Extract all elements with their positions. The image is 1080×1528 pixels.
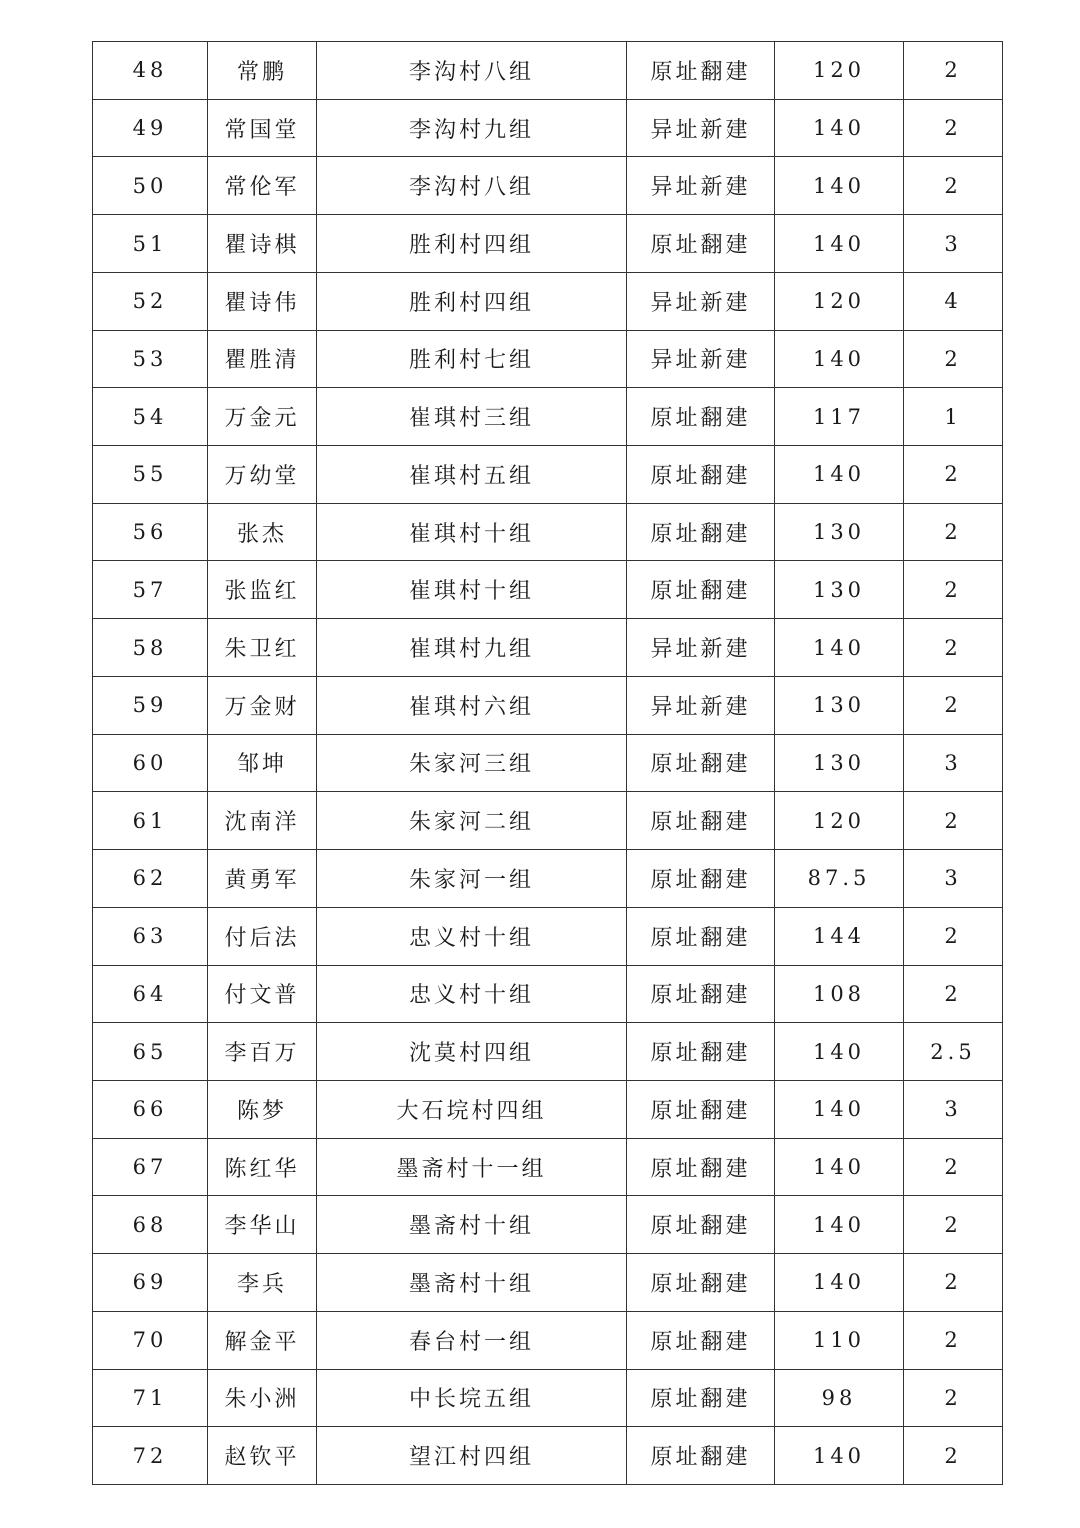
village-group-cell: 崔琪村三组 [317, 388, 627, 446]
table-row [93, 446, 1003, 504]
village-group-cell: 崔琪村九组 [317, 619, 627, 677]
table-row [93, 1138, 1003, 1196]
name-cell: 解金平 [208, 1311, 317, 1369]
name-cell: 万金财 [208, 676, 317, 734]
village-group-cell: 李沟村九组 [317, 99, 627, 157]
name-cell: 付后法 [208, 907, 317, 965]
people-count-cell: 2 [904, 1196, 1003, 1254]
table-row [93, 157, 1003, 215]
name-cell: 李华山 [208, 1196, 317, 1254]
name-cell: 李兵 [208, 1254, 317, 1312]
build-type-cell: 原址翻建 [627, 1369, 775, 1427]
area-cell: 108 [775, 965, 904, 1023]
build-type-cell: 原址翻建 [627, 1311, 775, 1369]
build-type-cell: 原址翻建 [627, 792, 775, 850]
build-type-cell: 原址翻建 [627, 734, 775, 792]
people-count-cell: 1 [904, 388, 1003, 446]
table-row [93, 42, 1003, 100]
area-cell: 130 [775, 676, 904, 734]
village-group-cell: 墨斋村十组 [317, 1254, 627, 1312]
name-cell: 常伦军 [208, 157, 317, 215]
table-row [93, 1080, 1003, 1138]
build-type-cell: 原址翻建 [627, 1254, 775, 1312]
area-cell: 140 [775, 1254, 904, 1312]
people-count-cell: 2 [904, 42, 1003, 100]
area-cell: 140 [775, 99, 904, 157]
people-count-cell: 2.5 [904, 1023, 1003, 1081]
table-row [93, 850, 1003, 908]
area-cell: 140 [775, 619, 904, 677]
area-cell: 140 [775, 1138, 904, 1196]
row-number-cell: 71 [93, 1369, 208, 1427]
people-count-cell: 2 [904, 1254, 1003, 1312]
build-type-cell: 原址翻建 [627, 503, 775, 561]
area-cell: 130 [775, 561, 904, 619]
people-count-cell: 3 [904, 1080, 1003, 1138]
village-group-cell: 朱家河二组 [317, 792, 627, 850]
build-type-cell: 异址新建 [627, 330, 775, 388]
area-cell: 110 [775, 1311, 904, 1369]
name-cell: 张监红 [208, 561, 317, 619]
household-table [92, 41, 1003, 1485]
build-type-cell: 原址翻建 [627, 1427, 775, 1485]
area-cell: 140 [775, 1196, 904, 1254]
village-group-cell: 忠义村十组 [317, 965, 627, 1023]
table-row [93, 503, 1003, 561]
name-cell: 万幼堂 [208, 446, 317, 504]
village-group-cell: 春台村一组 [317, 1311, 627, 1369]
people-count-cell: 2 [904, 965, 1003, 1023]
build-type-cell: 异址新建 [627, 619, 775, 677]
name-cell: 朱小洲 [208, 1369, 317, 1427]
village-group-cell: 望江村四组 [317, 1427, 627, 1485]
row-number-cell: 67 [93, 1138, 208, 1196]
people-count-cell: 2 [904, 503, 1003, 561]
table-row [93, 1196, 1003, 1254]
build-type-cell: 异址新建 [627, 157, 775, 215]
row-number-cell: 65 [93, 1023, 208, 1081]
village-group-cell: 忠义村十组 [317, 907, 627, 965]
village-group-cell: 朱家河三组 [317, 734, 627, 792]
people-count-cell: 2 [904, 676, 1003, 734]
row-number-cell: 60 [93, 734, 208, 792]
row-number-cell: 56 [93, 503, 208, 561]
build-type-cell: 异址新建 [627, 676, 775, 734]
row-number-cell: 61 [93, 792, 208, 850]
row-number-cell: 55 [93, 446, 208, 504]
row-number-cell: 58 [93, 619, 208, 677]
table-row [93, 965, 1003, 1023]
village-group-cell: 朱家河一组 [317, 850, 627, 908]
name-cell: 万金元 [208, 388, 317, 446]
table-row [93, 272, 1003, 330]
name-cell: 陈梦 [208, 1080, 317, 1138]
table-row [93, 561, 1003, 619]
area-cell: 140 [775, 1023, 904, 1081]
name-cell: 赵钦平 [208, 1427, 317, 1485]
name-cell: 付文普 [208, 965, 317, 1023]
people-count-cell: 2 [904, 619, 1003, 677]
table-row [93, 99, 1003, 157]
village-group-cell: 胜利村七组 [317, 330, 627, 388]
people-count-cell: 2 [904, 561, 1003, 619]
people-count-cell: 2 [904, 1138, 1003, 1196]
build-type-cell: 原址翻建 [627, 561, 775, 619]
name-cell: 瞿诗棋 [208, 215, 317, 273]
build-type-cell: 原址翻建 [627, 1080, 775, 1138]
row-number-cell: 64 [93, 965, 208, 1023]
row-number-cell: 59 [93, 676, 208, 734]
area-cell: 117 [775, 388, 904, 446]
table-row [93, 907, 1003, 965]
table-row [93, 1023, 1003, 1081]
village-group-cell: 大石垸村四组 [317, 1080, 627, 1138]
build-type-cell: 原址翻建 [627, 850, 775, 908]
area-cell: 140 [775, 215, 904, 273]
name-cell: 陈红华 [208, 1138, 317, 1196]
row-number-cell: 66 [93, 1080, 208, 1138]
row-number-cell: 68 [93, 1196, 208, 1254]
village-group-cell: 崔琪村十组 [317, 561, 627, 619]
name-cell: 常国堂 [208, 99, 317, 157]
table-row [93, 1369, 1003, 1427]
row-number-cell: 62 [93, 850, 208, 908]
table-row [93, 388, 1003, 446]
table-row [93, 792, 1003, 850]
area-cell: 130 [775, 503, 904, 561]
name-cell: 黄勇军 [208, 850, 317, 908]
people-count-cell: 2 [904, 1369, 1003, 1427]
row-number-cell: 69 [93, 1254, 208, 1312]
build-type-cell: 原址翻建 [627, 965, 775, 1023]
build-type-cell: 原址翻建 [627, 1138, 775, 1196]
row-number-cell: 53 [93, 330, 208, 388]
area-cell: 140 [775, 330, 904, 388]
people-count-cell: 2 [904, 907, 1003, 965]
build-type-cell: 原址翻建 [627, 388, 775, 446]
village-group-cell: 崔琪村十组 [317, 503, 627, 561]
name-cell: 朱卫红 [208, 619, 317, 677]
row-number-cell: 49 [93, 99, 208, 157]
row-number-cell: 72 [93, 1427, 208, 1485]
village-group-cell: 胜利村四组 [317, 272, 627, 330]
table-row [93, 1311, 1003, 1369]
village-group-cell: 中长垸五组 [317, 1369, 627, 1427]
table-row [93, 734, 1003, 792]
people-count-cell: 2 [904, 157, 1003, 215]
area-cell: 140 [775, 157, 904, 215]
name-cell: 李百万 [208, 1023, 317, 1081]
row-number-cell: 57 [93, 561, 208, 619]
name-cell: 常鹏 [208, 42, 317, 100]
area-cell: 120 [775, 272, 904, 330]
village-group-cell: 李沟村八组 [317, 42, 627, 100]
people-count-cell: 4 [904, 272, 1003, 330]
table-row [93, 215, 1003, 273]
people-count-cell: 3 [904, 850, 1003, 908]
people-count-cell: 2 [904, 792, 1003, 850]
row-number-cell: 70 [93, 1311, 208, 1369]
village-group-cell: 崔琪村五组 [317, 446, 627, 504]
area-cell: 87.5 [775, 850, 904, 908]
name-cell: 沈南洋 [208, 792, 317, 850]
people-count-cell: 3 [904, 734, 1003, 792]
village-group-cell: 墨斋村十组 [317, 1196, 627, 1254]
area-cell: 98 [775, 1369, 904, 1427]
table-row [93, 676, 1003, 734]
area-cell: 140 [775, 446, 904, 504]
area-cell: 140 [775, 1427, 904, 1485]
people-count-cell: 3 [904, 215, 1003, 273]
area-cell: 130 [775, 734, 904, 792]
village-group-cell: 墨斋村十一组 [317, 1138, 627, 1196]
name-cell: 张杰 [208, 503, 317, 561]
row-number-cell: 51 [93, 215, 208, 273]
people-count-cell: 2 [904, 1427, 1003, 1485]
table-row [93, 1254, 1003, 1312]
area-cell: 144 [775, 907, 904, 965]
area-cell: 120 [775, 42, 904, 100]
build-type-cell: 原址翻建 [627, 215, 775, 273]
table-row [93, 1427, 1003, 1485]
people-count-cell: 2 [904, 99, 1003, 157]
area-cell: 140 [775, 1080, 904, 1138]
area-cell: 120 [775, 792, 904, 850]
row-number-cell: 63 [93, 907, 208, 965]
people-count-cell: 2 [904, 446, 1003, 504]
build-type-cell: 原址翻建 [627, 1196, 775, 1254]
village-group-cell: 李沟村八组 [317, 157, 627, 215]
row-number-cell: 50 [93, 157, 208, 215]
people-count-cell: 2 [904, 330, 1003, 388]
build-type-cell: 原址翻建 [627, 42, 775, 100]
build-type-cell: 异址新建 [627, 272, 775, 330]
table-body [93, 42, 1003, 1485]
build-type-cell: 原址翻建 [627, 907, 775, 965]
table-row [93, 619, 1003, 677]
row-number-cell: 52 [93, 272, 208, 330]
name-cell: 瞿胜清 [208, 330, 317, 388]
village-group-cell: 沈莫村四组 [317, 1023, 627, 1081]
name-cell: 瞿诗伟 [208, 272, 317, 330]
row-number-cell: 54 [93, 388, 208, 446]
build-type-cell: 原址翻建 [627, 1023, 775, 1081]
table-row [93, 330, 1003, 388]
row-number-cell: 48 [93, 42, 208, 100]
village-group-cell: 崔琪村六组 [317, 676, 627, 734]
build-type-cell: 异址新建 [627, 99, 775, 157]
people-count-cell: 2 [904, 1311, 1003, 1369]
build-type-cell: 原址翻建 [627, 446, 775, 504]
name-cell: 邹坤 [208, 734, 317, 792]
village-group-cell: 胜利村四组 [317, 215, 627, 273]
